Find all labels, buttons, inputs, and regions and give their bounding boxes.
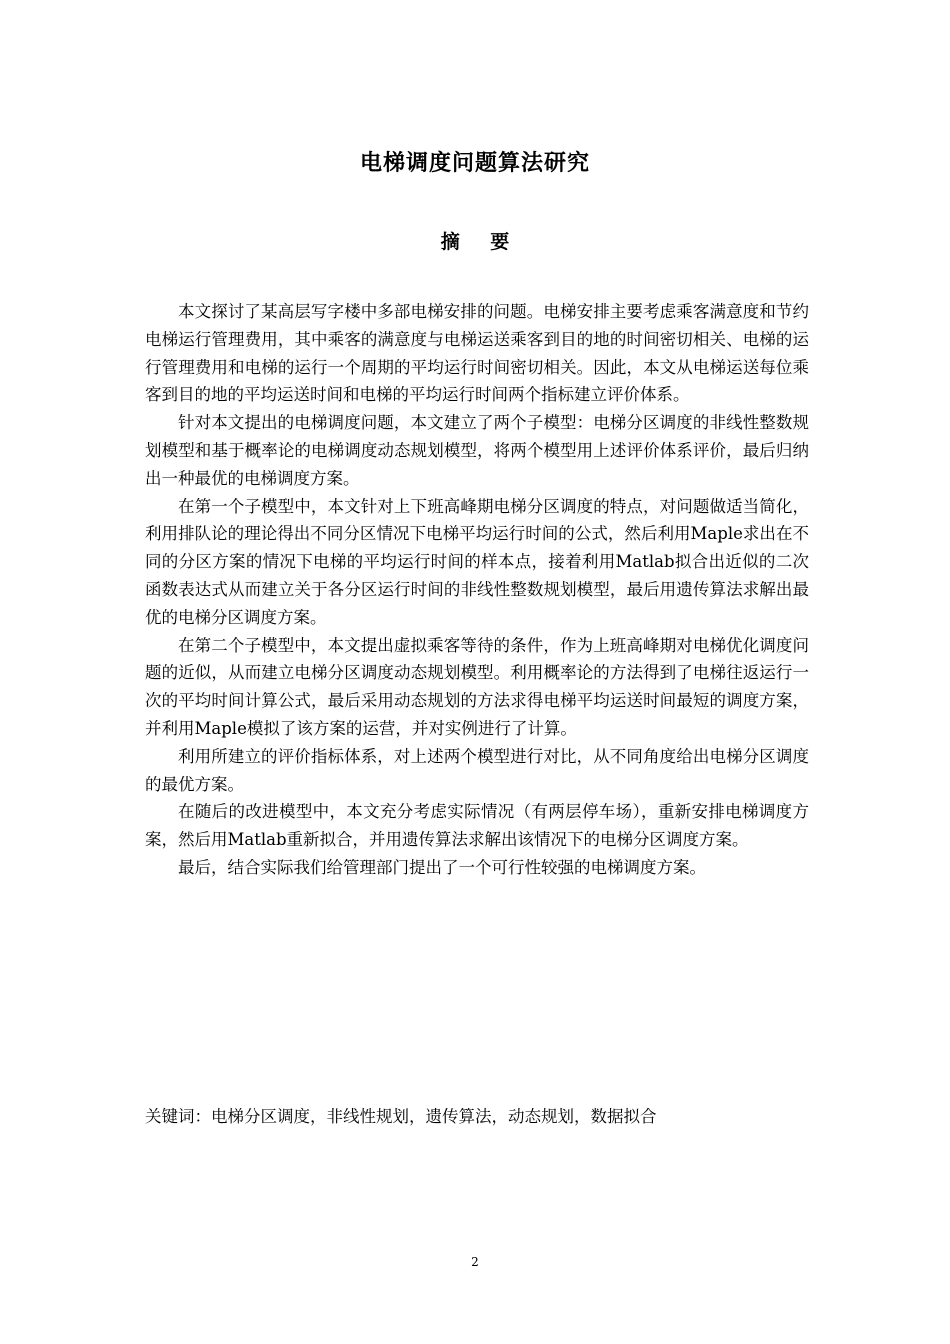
abstract-paragraph: 最后，结合实际我们给管理部门提出了一个可行性较强的电梯调度方案。 (178, 857, 706, 877)
abstract-paragraph: 本文探讨了某高层写字楼中多部电梯安排的问题。电梯安排主要考虑乘客满意度和节约电梯运行管理费用，其中乘客的满意度与电梯运送乘客到目的地的时间密切相关、电梯的运行管理费用和电梯的运行一个周期的平均运行时间密切相关。因此，本文从电梯运送每位乘客到目的地的平均运送时间和电梯的平均运行时间两个指标建立评价体系。 (145, 302, 809, 405)
paper-title: 电梯调度问题算法研究 (359, 151, 590, 176)
abstract-paragraph: 针对本文提出的电梯调度问题，本文建立了两个子模型：电梯分区调度的非线性整数规划模型和基于概率论的电梯调度动态规划模型，将两个模型用上述评价体系评价，最后归纳出一种最优的电梯调度方案。 (145, 413, 809, 488)
abstract-heading: 摘 要 (440, 231, 522, 253)
abstract-paragraph: 在第一个子模型中，本文针对上下班高峰期电梯分区调度的特点，对问题做适当简化，利用排队论的理论得出不同分区情况下电梯平均运行时间的公式，然后利用Maple求出在不同的分区方案的情况下电梯的平均运行时间的样本点，接着利用Matlab拟合出近似的二次函数表达式从而建立关于各分区运行时间的非线性整数规划模型，最后用遗传算法求解出最优的电梯分区调度方案。 (145, 496, 809, 627)
abstract-paragraph: 在随后的改进模型中，本文充分考虑实际情况（有两层停车场），重新安排电梯调度方案，然后用Matlab重新拟合，并用遗传算法求解出该情况下的电梯分区调度方案。 (145, 802, 809, 850)
abstract-paragraph: 在第二个子模型中，本文提出虚拟乘客等待的条件，作为上班高峰期对电梯优化调度问题的近似，从而建立电梯分区调度动态规划模型。利用概率论的方法得到了电梯往返运行一次的平均时间计算公式，最后采用动态规划的方法求得电梯平均运送时间最短的调度方案，并利用Maple模拟了该方案的运营，并对实例进行了计算。 (145, 635, 809, 738)
abstract-paragraph: 利用所建立的评价指标体系，对上述两个模型进行对比，从不同角度给出电梯分区调度的最优方案。 (145, 746, 809, 794)
abstract-body (145, 298, 809, 882)
page-number: 2 (471, 1255, 479, 1269)
keywords-line: 关键词：电梯分区调度，非线性规划，遗传算法，动态规划，数据拟合 (145, 1107, 657, 1126)
